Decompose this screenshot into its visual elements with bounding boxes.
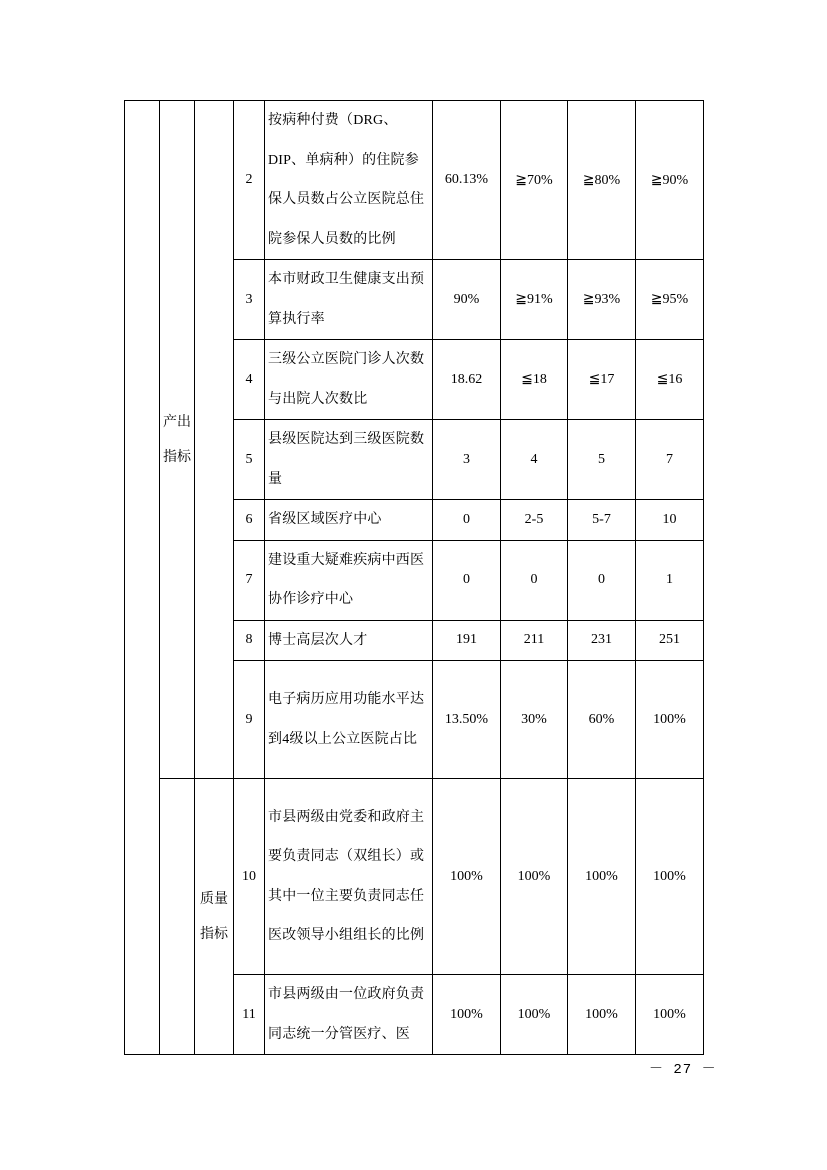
indicator-table: [124, 100, 704, 1055]
baseline-value: 3: [433, 420, 501, 500]
page-number: － 27 －: [649, 1062, 717, 1078]
indicator-name: 省级区域医疗中心: [265, 500, 433, 541]
indicator-name: 市县两级由党委和政府主要负责同志（双组长）或其中一位主要负责同志任医改领导小组组长的比例: [265, 779, 433, 975]
indicator-name: 市县两级由一位政府负责同志统一分管医疗、医: [265, 975, 433, 1055]
indicator-table-container: [124, 100, 704, 1055]
target-value-3: ≧90%: [636, 101, 704, 260]
target-value-1: 0: [501, 540, 568, 620]
target-value-2: ≦17: [568, 340, 636, 420]
target-value-3: 7: [636, 420, 704, 500]
row-number: 8: [234, 620, 265, 661]
target-value-2: 0: [568, 540, 636, 620]
row-number: 11: [234, 975, 265, 1055]
target-value-3: 10: [636, 500, 704, 541]
target-value-1: 211: [501, 620, 568, 661]
baseline-value: 18.62: [433, 340, 501, 420]
row-number: 4: [234, 340, 265, 420]
target-value-1: ≦18: [501, 340, 568, 420]
target-value-3: ≧95%: [636, 260, 704, 340]
target-value-2: 60%: [568, 661, 636, 779]
indicator-name: 电子病历应用功能水平达到4级以上公立医院占比: [265, 661, 433, 779]
target-value-2: ≧80%: [568, 101, 636, 260]
indicator-name: 建设重大疑难疾病中西医协作诊疗中心: [265, 540, 433, 620]
target-value-2: 5-7: [568, 500, 636, 541]
target-value-1: ≧91%: [501, 260, 568, 340]
indicator-name: 本市财政卫生健康支出预算执行率: [265, 260, 433, 340]
row-number: 7: [234, 540, 265, 620]
target-value-3: 100%: [636, 661, 704, 779]
target-value-1: 4: [501, 420, 568, 500]
target-value-2: 100%: [568, 975, 636, 1055]
indicator-name: 三级公立医院门诊人次数与出院人次数比: [265, 340, 433, 420]
target-value-1: ≧70%: [501, 101, 568, 260]
baseline-value: 0: [433, 500, 501, 541]
baseline-value: 13.50%: [433, 661, 501, 779]
target-value-2: ≧93%: [568, 260, 636, 340]
subcategory-cell: [195, 101, 234, 779]
target-value-3: ≦16: [636, 340, 704, 420]
row-number: 10: [234, 779, 265, 975]
table-row: [125, 101, 704, 260]
baseline-value: 100%: [433, 779, 501, 975]
target-value-3: 251: [636, 620, 704, 661]
target-value-3: 1: [636, 540, 704, 620]
indicator-name: 博士高层次人才: [265, 620, 433, 661]
output-category-continuation-cell: [160, 779, 195, 1055]
category-output-label: 产出指标: [163, 414, 191, 465]
indicator-name: 县级医院达到三级医院数量: [265, 420, 433, 500]
baseline-value: 191: [433, 620, 501, 661]
row-number: 3: [234, 260, 265, 340]
target-value-2: 5: [568, 420, 636, 500]
target-value-2: 231: [568, 620, 636, 661]
row-number: 2: [234, 101, 265, 260]
row-number: 9: [234, 661, 265, 779]
baseline-value: 60.13%: [433, 101, 501, 260]
table-row: [125, 779, 704, 975]
baseline-value: 0: [433, 540, 501, 620]
target-value-1: 2-5: [501, 500, 568, 541]
row-number: 6: [234, 500, 265, 541]
target-value-1: 100%: [501, 779, 568, 975]
target-value-3: 100%: [636, 779, 704, 975]
row-number: 5: [234, 420, 265, 500]
category-quality-label: 质量指标: [200, 891, 228, 942]
baseline-value: 100%: [433, 975, 501, 1055]
category-output-cell: [160, 101, 195, 779]
target-value-1: 100%: [501, 975, 568, 1055]
target-value-2: 100%: [568, 779, 636, 975]
indicator-name: 按病种付费（DRG、DIP、单病种）的住院参保人员数占公立医院总住院参保人员数的比例: [265, 101, 433, 260]
target-value-3: 100%: [636, 975, 704, 1055]
category-quality-cell: [195, 779, 234, 1055]
baseline-value: 90%: [433, 260, 501, 340]
level1-category-cell: [125, 101, 160, 1055]
target-value-1: 30%: [501, 661, 568, 779]
